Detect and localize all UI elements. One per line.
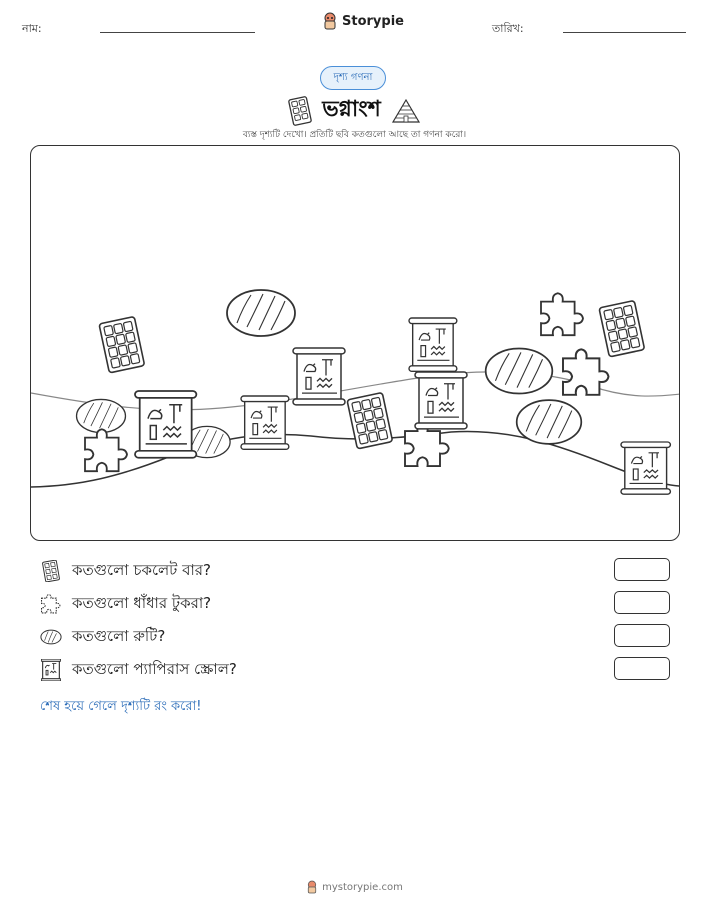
category-badge: দৃশ্য গণনা xyxy=(320,66,386,90)
scene-puzzle-piece xyxy=(563,349,609,395)
name-label: নাম: xyxy=(22,22,42,35)
scene-chocolate-bar xyxy=(599,301,645,357)
scene-papyrus-scroll xyxy=(409,318,457,371)
name-input-line[interactable] xyxy=(100,32,255,33)
scene-chocolate-bar xyxy=(347,393,393,449)
scene-puzzle-piece xyxy=(85,429,127,471)
scene-chocolate-bar xyxy=(99,317,145,373)
bread-icon xyxy=(40,626,62,648)
site-url[interactable]: mystorypie.com xyxy=(322,881,403,893)
question-text: কতগুলো প্যাপিরাস স্ক্রোল? xyxy=(72,659,237,678)
scene-bread xyxy=(486,348,553,393)
chocolate-bar-icon xyxy=(288,96,312,126)
date-label: তারিখ: xyxy=(492,22,524,35)
scene-papyrus-scroll xyxy=(415,372,467,429)
scene-papyrus-scroll xyxy=(241,396,289,449)
scene-papyrus-scroll xyxy=(621,442,670,494)
scene-papyrus-scroll xyxy=(293,348,345,405)
worksheet-title: ভগ্নাংশ xyxy=(322,97,381,122)
counting-scene xyxy=(30,145,680,541)
coloring-note: শেষ হয়ে গেলে দৃশ্যটি রং করো! xyxy=(40,699,202,714)
storypie-logo xyxy=(322,12,404,30)
answer-box-chocolate[interactable] xyxy=(614,558,670,581)
answer-box-bread[interactable] xyxy=(614,624,670,647)
question-row-chocolate xyxy=(40,558,680,584)
brand-name: Storypie xyxy=(342,13,404,29)
answer-box-puzzle[interactable] xyxy=(614,591,670,614)
scene-bread xyxy=(227,290,295,336)
scene-puzzle-piece xyxy=(541,293,583,335)
question-text: কতগুলো চকলেট বার? xyxy=(72,560,212,579)
scene-bread xyxy=(517,400,582,444)
site-footer xyxy=(0,880,709,894)
question-row-scroll xyxy=(40,657,680,683)
chocolate-bar-icon xyxy=(40,560,62,582)
question-text: কতগুলো রুটি? xyxy=(72,626,166,645)
scene-papyrus-scroll xyxy=(135,391,196,458)
question-row-puzzle xyxy=(40,591,680,617)
scene-illustration xyxy=(31,146,680,541)
pyramid-icon xyxy=(391,98,421,124)
answer-box-scroll[interactable] xyxy=(614,657,670,680)
question-row-bread xyxy=(40,624,680,650)
instructions: ব্যস্ত দৃশ্যটি দেখো। প্রতিটি ছবি কতগুলো আছে তা গণনা করো। xyxy=(242,130,467,140)
puzzle-piece-icon xyxy=(40,593,62,615)
storypie-mascot-icon xyxy=(306,880,318,894)
papyrus-scroll-icon xyxy=(40,659,62,681)
scene-bread xyxy=(77,399,126,432)
title-row xyxy=(0,92,709,129)
question-text: কতগুলো ধাঁধার টুকরা? xyxy=(72,593,212,612)
storypie-mascot-icon xyxy=(322,12,338,30)
date-input-line[interactable] xyxy=(563,32,686,33)
